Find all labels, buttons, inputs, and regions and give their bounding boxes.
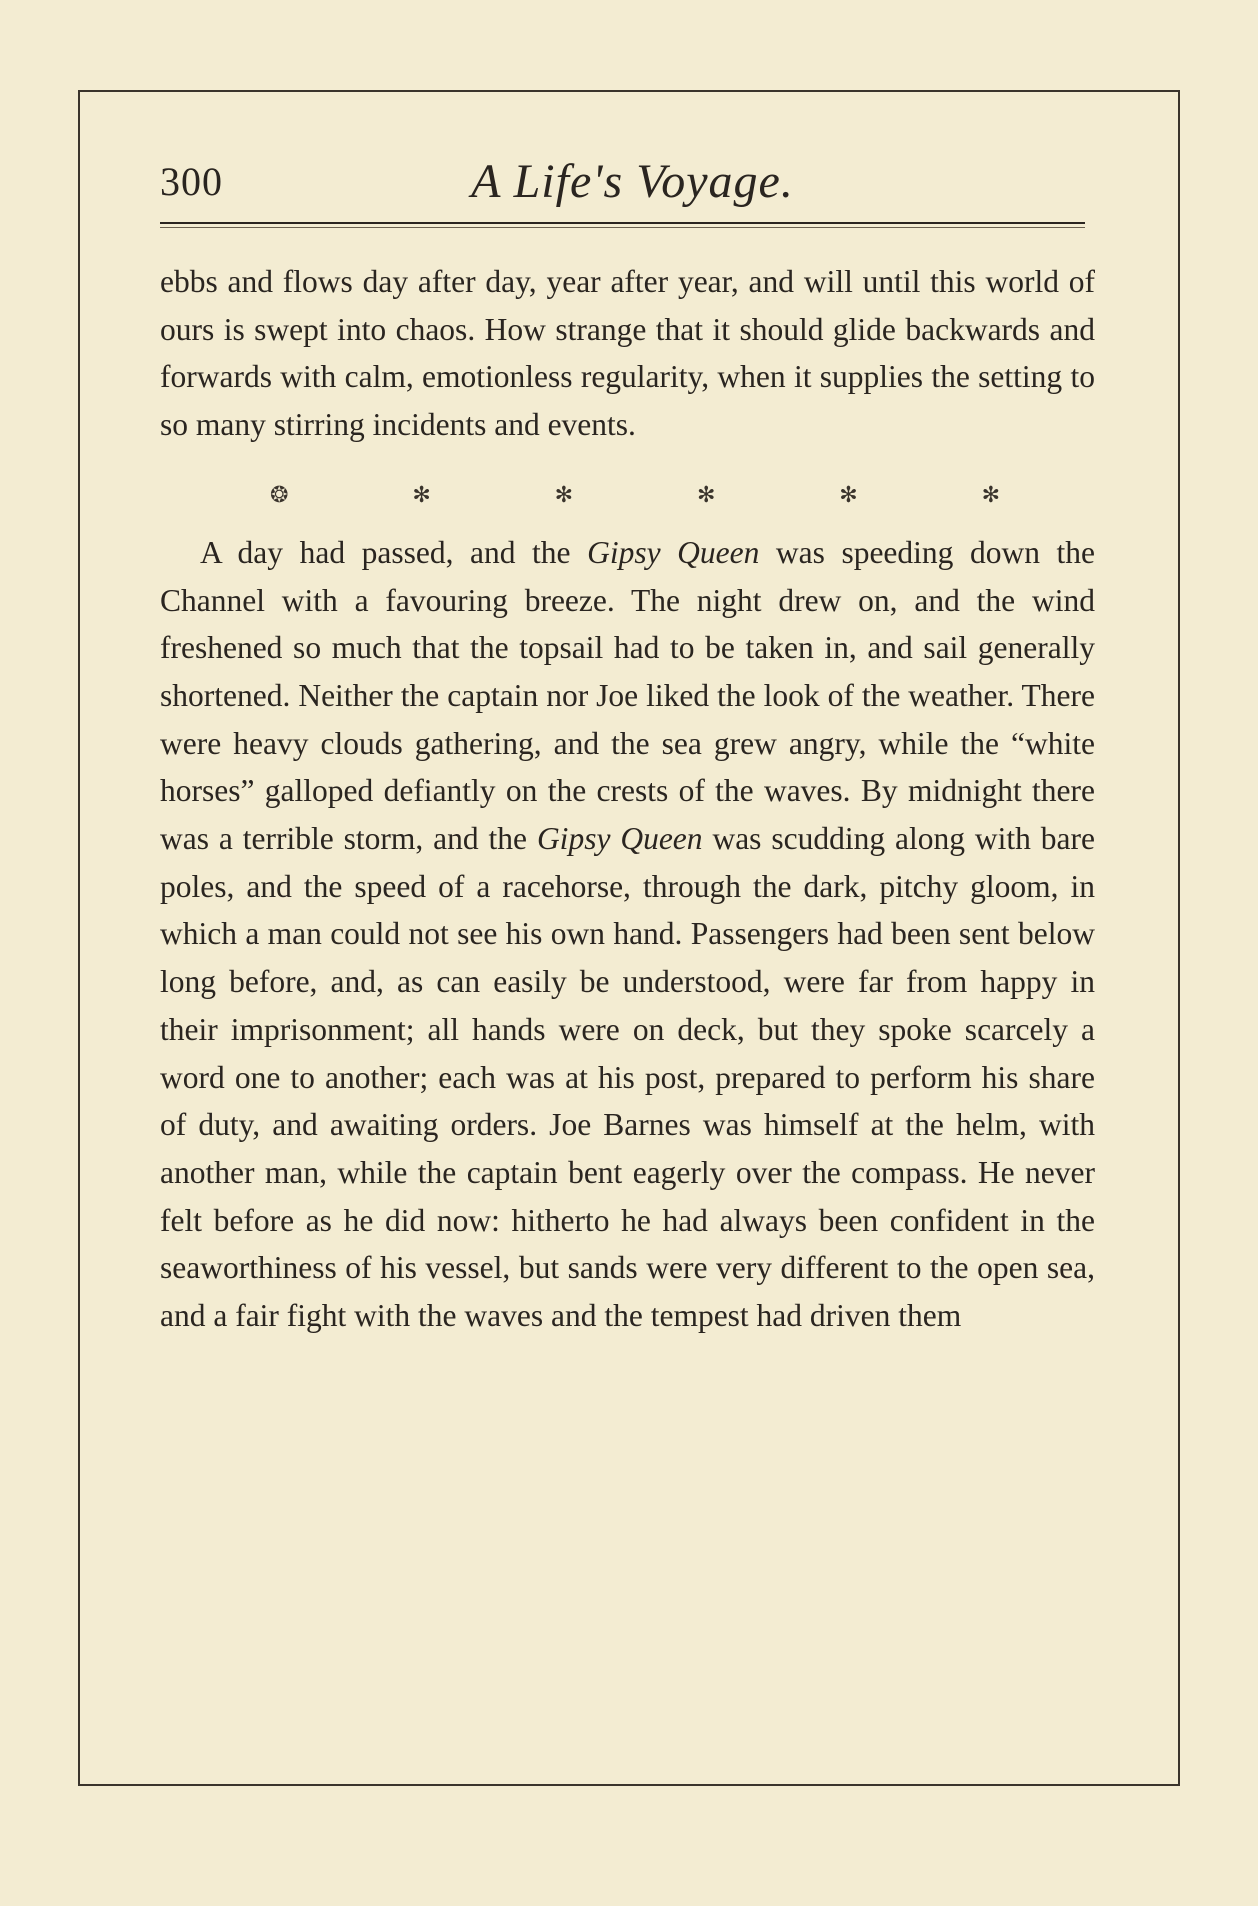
section-break-ornament: ❂ xyxy=(270,481,289,507)
paragraph-2 xyxy=(160,529,1095,1340)
header-rule xyxy=(160,222,1085,224)
section-break-star: ✻ xyxy=(696,481,716,507)
header-rule-thin xyxy=(160,227,1085,228)
page-number: 300 xyxy=(160,159,223,204)
running-title: A Life's Voyage. xyxy=(471,155,794,208)
paragraph-2-part-1: A day had passed, and the xyxy=(200,534,588,570)
body-text xyxy=(160,258,1095,1340)
section-break-star: ✻ xyxy=(412,481,431,507)
section-break xyxy=(270,461,1000,529)
section-break-star: ✻ xyxy=(981,481,1000,507)
section-break-star: ✻ xyxy=(839,481,858,507)
paragraph-2-part-2: was speeding down the Channel with a favouring breeze. The night drew on, and the wind freshened so much that the topsail had to be taken in, and sail generally shortened. Neither the captain nor Joe liked the look of the weather. There were heavy clouds gathering, and the sea grew angry, while the “white horses” galloped defiantly on the crests of the waves. By midnight there was a terrible storm, and the xyxy=(160,534,1096,857)
section-break-star: ✻ xyxy=(554,481,574,507)
ship-name: Gipsy Queen xyxy=(536,821,703,857)
paragraph-2-part-3: was scudding along with bare poles, and the speed of a racehorse, through the dark, pitchy gloom, in which a man could not see his own hand. Passengers had been sent below long before, and, as can easily be understood, were far from happy in their imprisonment; all hands were on deck, but they spoke scarcely a word one to another; each was at his post, prepared to perform his share of duty, and awaiting orders. Joe Barnes was himself at the helm, with another man, while the captain bent eagerly over the compass. He never felt before as he did now: hitherto he had always been confident in the seaworthiness of his vessel, but sands were very different to the open sea, and a fair fight with the waves and the tempest had driven them xyxy=(160,821,1095,1334)
ship-name: Gipsy Queen xyxy=(587,534,760,570)
page-header xyxy=(160,152,1085,222)
paragraph-1: ebbs and flows day after day, year after year, and will until this world of ours is swept into chaos. How strange that it should glide backwards and forwards with calm, emotionless regularity, when it supplies the setting to so many stirring incidents and events. xyxy=(160,264,1095,443)
